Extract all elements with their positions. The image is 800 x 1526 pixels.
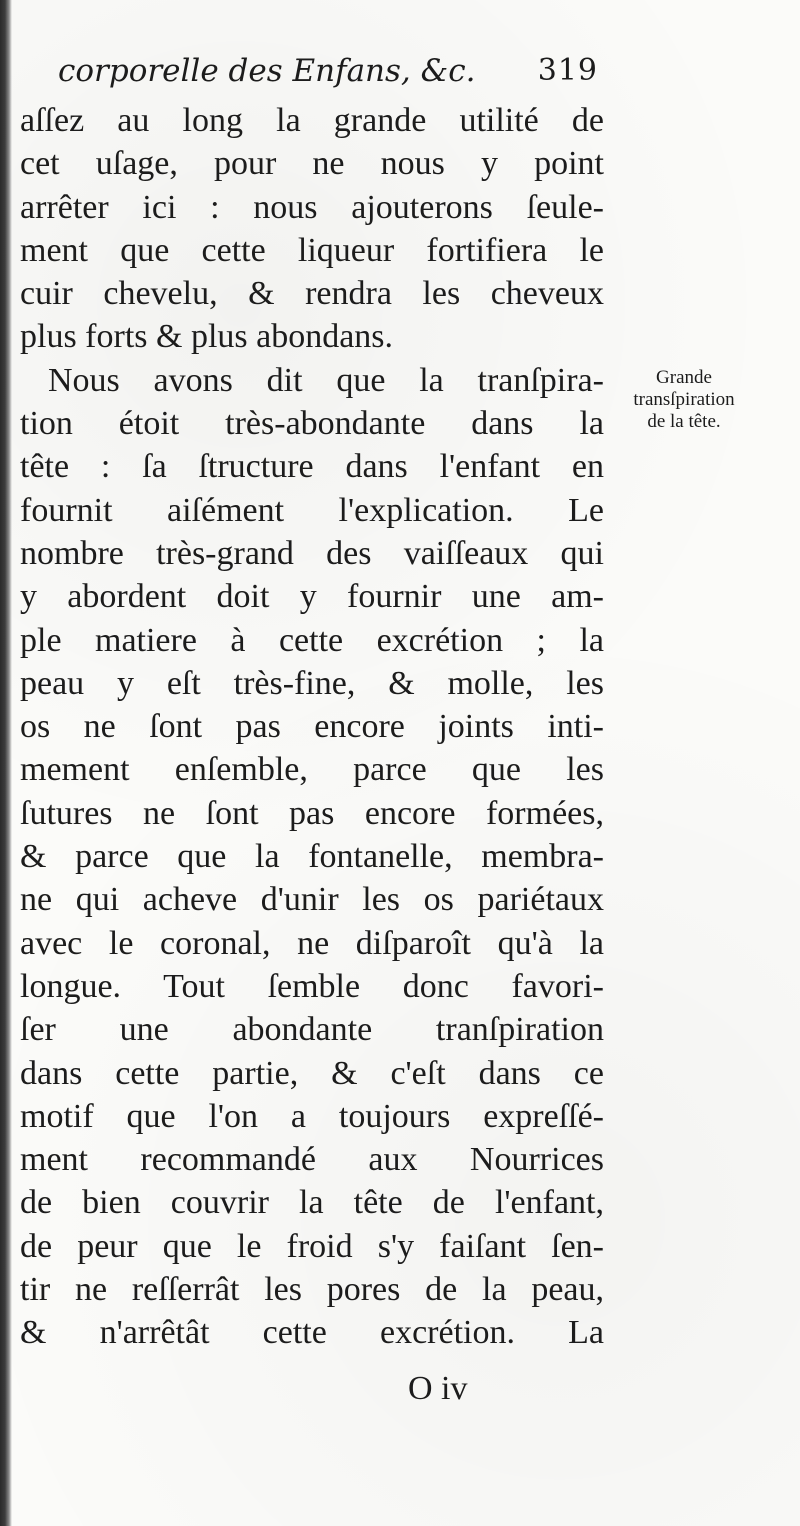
text-line: tir ne reſſerrât les pores de la peau, [20,1271,604,1309]
body-text [20,99,604,1355]
text-line: ne qui acheve d'unir les os pariétaux [20,881,604,919]
text-line: os ne ſont pas encore joints inti- [20,708,604,746]
text-line: ment recommandé aux Nourrices [20,1141,604,1179]
text-line: de peur que le froid s'y faiſant ſen- [20,1227,604,1265]
text-line: cet uſage, pour ne nous y point [20,145,604,183]
running-head-title: corporelle des Enfans, &c. [58,53,476,89]
text-line: fournit aiſément l'explication. Le [20,491,604,529]
text-line: ſer une abondante tranſpiration [20,1011,604,1049]
text-line: plus forts & plus abondans. [20,318,394,356]
text-line: tête : ſa ſtructure dans l'enfant en [20,448,604,486]
marginal-note-line: transſpiration [633,389,735,410]
signature-mark: O iv [408,1370,468,1407]
text-line: dans cette partie, & c'eſt dans ce [20,1054,604,1092]
paragraph-start-line: Nous avons dit que la tranſpira- [48,361,604,399]
text-line: mement enſemble, parce que les [20,751,604,789]
text-line: peau y eſt très-fine, & molle, les [20,664,604,702]
text-line: cuir chevelu, & rendra les cheveux [20,275,604,313]
text-line: longue. Tout ſemble donc favori- [20,967,604,1005]
text-line: de bien couvrir la tête de l'enfant, [20,1184,604,1222]
page-number: 319 [537,53,598,88]
text-line: motif que l'on a toujours expreſſé- [20,1097,604,1135]
text-line: arrêter ici : nous ajouterons ſeule- [20,188,604,226]
running-head [58,50,598,92]
text-line: aſſez au long la grande utilité de [20,102,604,139]
text-line: ple matiere à cette excrétion ; la [20,621,604,659]
marginal-note-line: de la tête. [647,411,721,432]
text-line: & parce que la fontanelle, membra- [20,838,604,876]
text-line: y abordent doit y fournir une am- [20,578,604,616]
marginal-note [604,367,764,433]
marginal-note-line: Grande [656,367,712,388]
text-line: tion étoit très-abondante dans la [20,405,604,443]
text-line: & n'arrêtât cette excrétion. La [20,1314,604,1352]
binding-edge [0,0,12,1526]
text-line: ment que cette liqueur fortifiera le [20,231,604,269]
text-line: nombre très-grand des vaiſſeaux qui [20,534,604,572]
text-line: ſutures ne ſont pas encore formées, [20,794,604,832]
text-line: avec le coronal, ne diſparoît qu'à la [20,924,604,962]
